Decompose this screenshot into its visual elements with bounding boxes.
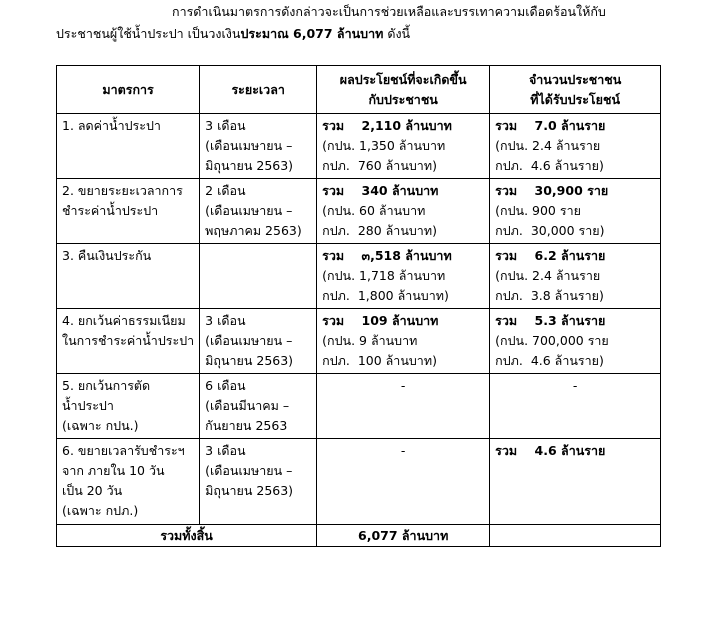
benefit-cell: [317, 244, 490, 309]
people-cell-detail: กปภ. 4.6 ล้านราย): [495, 158, 604, 173]
table-row: [57, 309, 661, 374]
people-cell-detail: กปภ. 30,000 ราย): [495, 223, 605, 238]
period-cell: [200, 114, 317, 179]
table-row: [57, 114, 661, 179]
intro-line-2-suffix: ดังนี้: [383, 26, 411, 41]
total-row: [57, 525, 661, 547]
measure-cell-line: 4. ยกเว้นค่าธรรมเนียม: [62, 313, 186, 328]
header-period: ระยะเวลา: [200, 66, 317, 114]
period-cell-line: (เดือนเมษายน –: [205, 138, 293, 153]
measure-cell-line: 3. คืนเงินประกัน: [62, 248, 152, 263]
total-value: 6,077 ล้านบาท: [317, 525, 490, 547]
people-cell: [490, 244, 661, 309]
measure-cell-line: 1. ลดค่าน้ำประปา: [62, 118, 161, 133]
benefit-cell: [317, 439, 490, 525]
period-cell-line: 2 เดือน: [205, 183, 246, 198]
people-cell-total: รวม 7.0 ล้านราย: [495, 118, 606, 133]
dash: -: [400, 443, 406, 458]
benefit-cell-total: รวม 109 ล้านบาท: [322, 313, 439, 328]
table-row: [57, 244, 661, 309]
header-measure: มาตรการ: [57, 66, 200, 114]
period-cell: [200, 374, 317, 439]
period-cell: [200, 179, 317, 244]
total-empty-cell: [490, 525, 661, 547]
benefit-cell-detail: (กปน. 60 ล้านบาท: [322, 203, 426, 218]
period-cell: [200, 309, 317, 374]
period-cell-line: 3 เดือน: [205, 118, 246, 133]
period-cell-line: (เดือนเมษายน –: [205, 333, 293, 348]
period-cell-line: (เดือนมีนาคม –: [205, 398, 290, 413]
people-cell-total: รวม 30,900 ราย: [495, 183, 609, 198]
benefit-cell-detail: กปภ. 100 ล้านบาท): [322, 353, 437, 368]
people-cell: [490, 439, 661, 525]
people-cell-detail: กปภ. 3.8 ล้านราย): [495, 288, 604, 303]
intro-line-2-prefix: ประชาชนผู้ใช้น้ำประปา เป็นวงเงิน: [56, 26, 241, 41]
benefit-cell: [317, 114, 490, 179]
period-cell-line: 3 เดือน: [205, 313, 246, 328]
people-cell-detail: (กปน. 2.4 ล้านราย: [495, 268, 601, 283]
measure-cell-line: น้ำประปา: [62, 398, 114, 413]
people-cell-total: รวม 5.3 ล้านราย: [495, 313, 606, 328]
benefit-cell-detail: (กปน. 1,718 ล้านบาท: [322, 268, 446, 283]
measure-cell: [57, 114, 200, 179]
measure-cell-line: 6. ขยายเวลารับชำระฯ: [62, 443, 185, 458]
period-cell-line: มิถุนายน 2563): [205, 483, 294, 498]
benefit-cell-total: รวม ๓,518 ล้านบาท: [322, 248, 452, 263]
people-cell-total: รวม 6.2 ล้านราย: [495, 248, 606, 263]
header-people-line-2: ที่ได้รับประโยชน์: [530, 91, 621, 107]
header-benefit: [317, 66, 490, 114]
people-cell-detail: (กปน. 700,000 ราย: [495, 333, 609, 348]
benefit-cell: [317, 374, 490, 439]
benefit-cell-total: รวม 2,110 ล้านบาท: [322, 118, 452, 133]
benefit-cell-detail: (กปน. 9 ล้านบาท: [322, 333, 418, 348]
benefit-cell: [317, 309, 490, 374]
period-cell-line: 6 เดือน: [205, 378, 246, 393]
measures-table: [56, 65, 661, 547]
period-cell-line: 3 เดือน: [205, 443, 246, 458]
people-cell: [490, 374, 661, 439]
dash: -: [572, 378, 578, 393]
measure-cell-line: 5. ยกเว้นการตัด: [62, 378, 151, 393]
people-cell-detail: (กปน. 900 ราย: [495, 203, 581, 218]
measure-cell-line: เป็น 20 วัน: [62, 483, 123, 498]
period-cell-line: พฤษภาคม 2563): [205, 223, 302, 238]
header-people-line-1: จำนวนประชาชน: [528, 71, 622, 87]
measure-cell: [57, 309, 200, 374]
people-cell-detail: (กปน. 2.4 ล้านราย: [495, 138, 601, 153]
benefit-cell-total: รวม 340 ล้านบาท: [322, 183, 439, 198]
benefit-cell: [317, 179, 490, 244]
measure-cell-line: 2. ขยายระยะเวลาการ: [62, 183, 183, 198]
measure-cell: [57, 244, 200, 309]
header-benefit-line-2: กับประชาชน: [368, 91, 438, 107]
measure-cell-line: ในการชำระค่าน้ำประปา: [62, 333, 195, 348]
table-header-row: [57, 66, 661, 114]
period-cell-line: มิถุนายน 2563): [205, 158, 294, 173]
measure-cell: [57, 374, 200, 439]
period-cell-line: (เดือนเมษายน –: [205, 203, 293, 218]
table-row: [57, 374, 661, 439]
intro-amount: ประมาณ 6,077 ล้านบาท: [240, 26, 384, 41]
measure-cell: [57, 179, 200, 244]
period-cell: [200, 439, 317, 525]
benefit-cell-detail: กปภ. 1,800 ล้านบาท): [322, 288, 449, 303]
measure-cell-line: ชำระค่าน้ำประปา: [62, 203, 159, 218]
header-people: [490, 66, 661, 114]
intro-line-1: การดำเนินมาตรการดังกล่าวจะเป็นการช่วยเหลือและบรรเทาความเดือดร้อนให้กับ: [172, 4, 606, 19]
measure-cell-line: (เฉพาะ กปน.): [62, 418, 139, 433]
period-cell-line: มิถุนายน 2563): [205, 353, 294, 368]
people-cell: [490, 114, 661, 179]
table-row: [57, 179, 661, 244]
period-cell-line: (เดือนเมษายน –: [205, 463, 293, 478]
total-label: รวมทั้งสิ้น: [57, 525, 317, 547]
intro-line-2: [56, 23, 410, 45]
dash: -: [400, 378, 406, 393]
header-benefit-line-1: ผลประโยชน์ที่จะเกิดขึ้น: [339, 71, 467, 87]
benefit-cell-detail: (กปน. 1,350 ล้านบาท: [322, 138, 446, 153]
measure-cell: [57, 439, 200, 525]
period-cell: [200, 244, 317, 309]
measure-cell-line: (เฉพาะ กปภ.): [62, 503, 139, 518]
table-row: [57, 439, 661, 525]
people-cell-total: รวม 4.6 ล้านราย: [495, 443, 606, 458]
benefit-cell-detail: กปภ. 760 ล้านบาท): [322, 158, 437, 173]
people-cell: [490, 179, 661, 244]
period-cell-line: กันยายน 2563: [205, 418, 288, 433]
measure-cell-line: จาก ภายใน 10 วัน: [62, 463, 165, 478]
people-cell-detail: กปภ. 4.6 ล้านราย): [495, 353, 604, 368]
people-cell: [490, 309, 661, 374]
benefit-cell-detail: กปภ. 280 ล้านบาท): [322, 223, 437, 238]
